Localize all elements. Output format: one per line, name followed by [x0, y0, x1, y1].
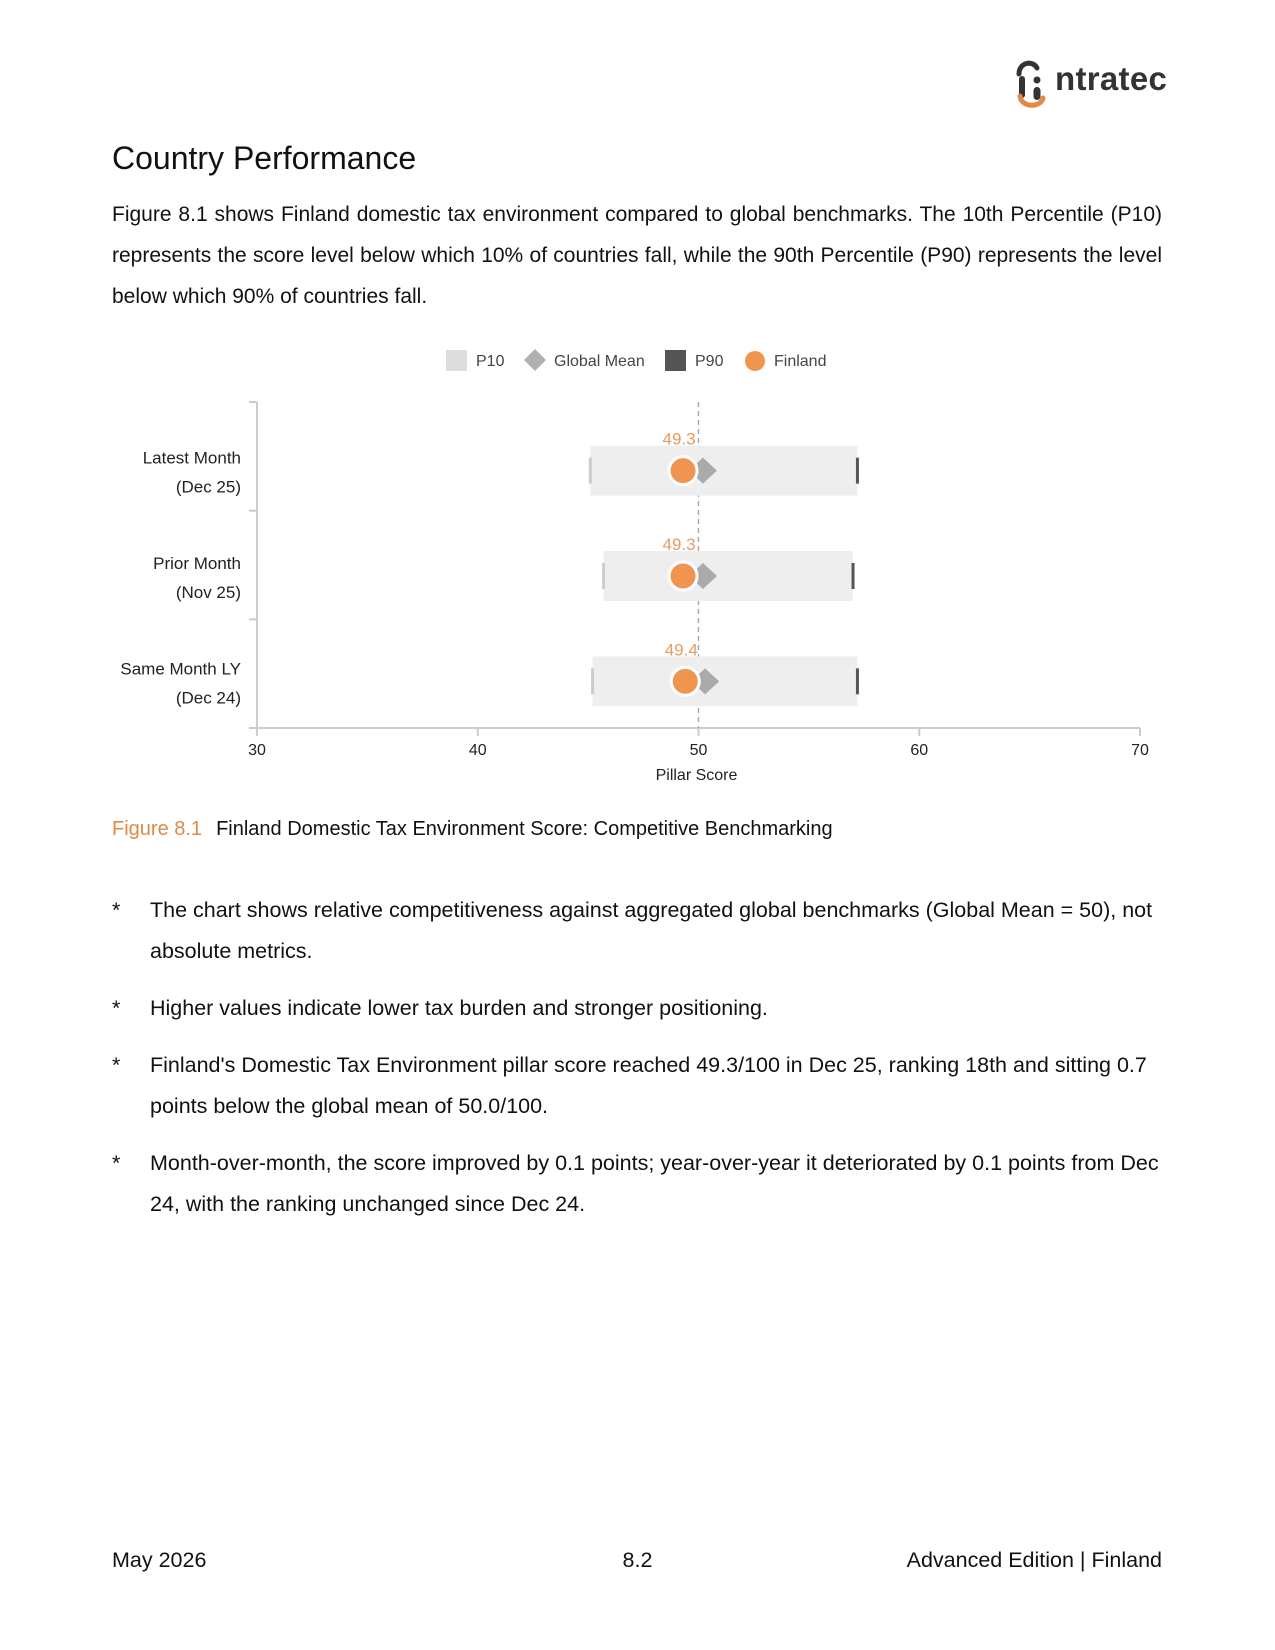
p90-marker	[852, 563, 855, 589]
benchmark-chart	[0, 330, 1275, 790]
note-text: Higher values indicate lower tax burden and stronger positioning.	[150, 996, 768, 1020]
category-label: (Dec 25)	[175, 477, 241, 497]
category-label: (Dec 24)	[175, 688, 241, 708]
figure-label: Figure 8.1	[112, 818, 203, 840]
list-item	[112, 890, 1182, 972]
footer-page-number: 8.2	[622, 1548, 653, 1572]
p90-marker	[856, 668, 859, 694]
footer-date: May 2026	[112, 1548, 207, 1572]
figure-caption	[112, 818, 833, 841]
notes-list	[112, 890, 1182, 1241]
bullet-asterisk: *	[112, 898, 121, 922]
logo-mark-icon	[1015, 56, 1055, 112]
p10-marker	[591, 668, 594, 694]
intratec-logo	[1015, 56, 1168, 112]
legend-label: Finland	[774, 353, 827, 370]
note-text: Month-over-month, the score improved by 0.1 points; year-over-year it deteriorated by 0.1 points from Dec 24, with the ranking unchanged since Dec 24.	[150, 1151, 1159, 1216]
bullet-asterisk: *	[112, 1151, 121, 1175]
country-marker	[669, 562, 697, 590]
country-value-label: 49.3	[662, 429, 696, 449]
country-value-label: 49.3	[662, 535, 696, 554]
range-band	[593, 656, 858, 706]
category-label: Prior Month	[153, 554, 241, 573]
logo-text: ntratec	[1055, 60, 1168, 97]
legend-swatch-finland	[745, 351, 765, 371]
x-tick-label: 30	[248, 742, 266, 759]
legend-label: P10	[476, 353, 505, 370]
country-value-label: 49.4	[664, 640, 698, 660]
legend-label: Global Mean	[554, 353, 645, 370]
x-tick-label: 70	[1131, 742, 1149, 759]
range-band	[604, 551, 853, 601]
p90-marker	[856, 458, 859, 484]
list-item	[112, 1143, 1182, 1225]
x-tick-label: 50	[689, 742, 708, 759]
legend-swatch-p10	[446, 350, 467, 371]
legend-swatch-global-mean	[524, 349, 546, 371]
category-label: (Nov 25)	[175, 583, 241, 602]
country-marker	[669, 457, 697, 485]
legend-label: P90	[695, 353, 724, 370]
list-item	[112, 988, 1182, 1029]
x-axis-label: Pillar Score	[655, 767, 738, 784]
category-label: Latest Month	[142, 448, 241, 468]
p10-marker	[602, 563, 605, 589]
list-item	[112, 1045, 1182, 1127]
x-tick-label: 60	[910, 742, 929, 759]
bullet-asterisk: *	[112, 996, 121, 1020]
figure-title: Finland Domestic Tax Environment Score: Competitive Benchmarking	[216, 818, 833, 840]
range-band	[590, 446, 857, 496]
note-text: The chart shows relative competitiveness against aggregated global benchmarks (Global Mean = 50), not absolute metrics.	[150, 898, 1153, 963]
bullet-asterisk: *	[112, 1053, 121, 1077]
footer-edition: Advanced Edition | Finland	[906, 1548, 1162, 1572]
category-label: Same Month LY	[120, 659, 241, 679]
p10-marker	[589, 458, 592, 484]
x-tick-label: 40	[468, 742, 487, 759]
intro-paragraph: Figure 8.1 shows Finland domestic tax environment compared to global benchmarks. The 10th Percentile (P10) represents the score level below which 10% of countries fall, while the 90th Percentile (P90) represents the level below which 90% of countries fall.	[112, 203, 1162, 308]
note-text: Finland's Domestic Tax Environment pillar score reached 49.3/100 in Dec 25, ranking 18th and sitting 0.7 points below the global mean of 50.0/100.	[150, 1053, 1147, 1118]
legend-swatch-p90	[665, 350, 686, 371]
page-title: Country Performance	[112, 140, 417, 176]
country-marker	[671, 667, 699, 695]
